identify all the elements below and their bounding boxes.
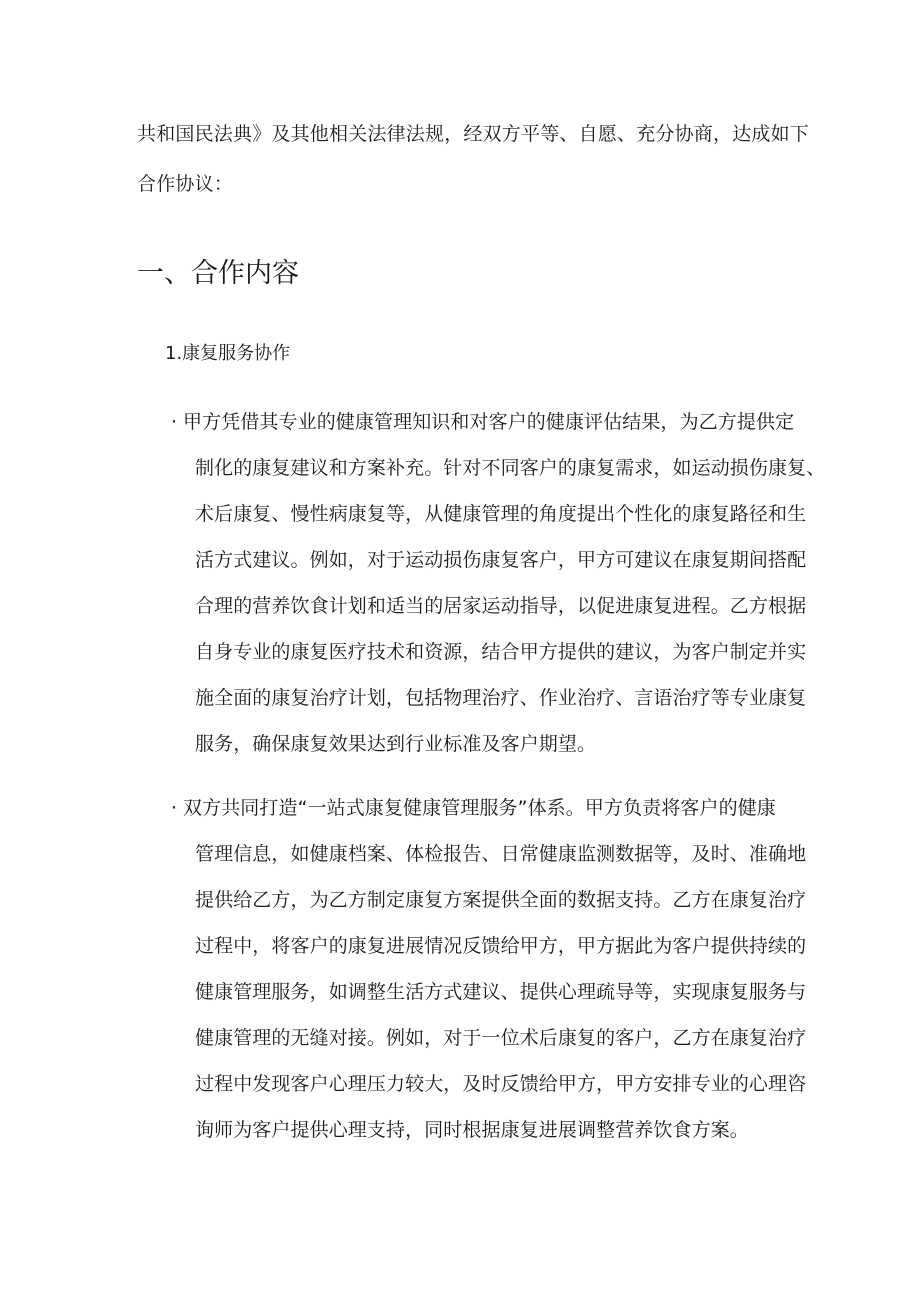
bullet-1-line-2: 制化的康复建议和方案补充。针对不同客户的康复需求，如运动损伤康复、 — [195, 457, 826, 479]
bullet-2-line-8: 询师为客户提供心理支持，同时根据康复进展调整营养饮食方案。 — [195, 1119, 749, 1141]
bullet-1-line-1: 甲方凭借其专业的健康管理知识和对客户的健康评估结果，为乙方提供定 — [183, 411, 795, 433]
bullet-1-line-6: 自身专业的康复医疗技术和资源，结合甲方提供的建议，为客户制定并实 — [195, 641, 807, 663]
bullet-2-line-4: 过程中，将客户的康复进展情况反馈给甲方，甲方据此为客户提供持续的 — [195, 935, 807, 957]
bullet-1-line-8: 服务，确保康复效果达到行业标准及客户期望。 — [195, 733, 597, 755]
bullet-1-line-3: 术后康复、慢性病康复等，从健康管理的角度提出个性化的康复路径和生 — [195, 503, 807, 525]
bullet-2-line-1: 双方共同打造“一站式康复健康管理服务”体系。甲方负责将客户的健康 — [183, 797, 776, 819]
bullet-1-line-7: 施全面的康复治疗计划，包括物理治疗、作业治疗、言语治疗等专业康复 — [195, 687, 807, 709]
bullet-2-line-6: 健康管理的无缝对接。例如，对于一位术后康复的客户，乙方在康复治疗 — [195, 1027, 807, 1049]
section-heading: 一、合作内容 — [137, 258, 299, 289]
bullet-1-line-4: 活方式建议。例如，对于运动损伤康复客户，甲方可建议在康复期间搭配 — [195, 549, 807, 571]
intro-line-2: 合作协议： — [137, 173, 234, 195]
subsection-heading: 1.康复服务协作 — [165, 343, 291, 364]
bullet-mark: · — [170, 411, 178, 433]
bullet-2-line-2: 管理信息，如健康档案、体检报告、日常健康监测数据等，及时、准确地 — [195, 843, 807, 865]
intro-line-1: 共和国民法典》及其他相关法律法规，经双方平等、自愿、充分协商，达成如下 — [137, 123, 810, 145]
bullet-2-line-3: 提供给乙方，为乙方制定康复方案提供全面的数据支持。乙方在康复治疗 — [195, 889, 807, 911]
bullet-2-line-7: 过程中发现客户心理压力较大，及时反馈给甲方，甲方安排专业的心理咨 — [195, 1073, 807, 1095]
bullet-mark: · — [170, 797, 178, 819]
bullet-1-line-5: 合理的营养饮食计划和适当的居家运动指导，以促进康复进程。乙方根据 — [195, 595, 807, 617]
bullet-2-line-5: 健康管理服务，如调整生活方式建议、提供心理疏导等，实现康复服务与 — [195, 981, 807, 1003]
